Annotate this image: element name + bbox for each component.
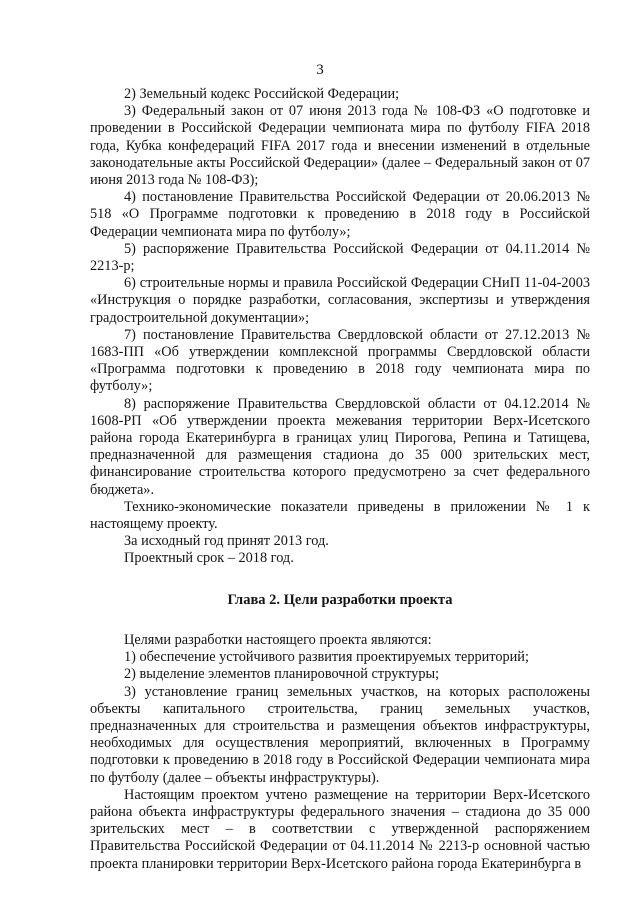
page-number: 3	[316, 62, 324, 78]
paragraph: 6) строительные нормы и правила Российской Федерации СНиП 11-04-2003 «Инструкция о порядке разработки, согласования, экспертизы и утверждения градостроительной документации»;	[90, 275, 590, 326]
paragraph: 3) установление границ земельных участков, на которых расположены объекты капитального строительства, границ земельных участков, предназначенных для строительства и размещения объектов инфраструктуры, необходимых для осуществления мероприятий, включенных в Программу подготовки к проведению в 2018 году в Российской Федерации чемпионата мира по футболу (далее – объекты инфраструктуры).	[90, 683, 590, 786]
chapter-title: Глава 2. Цели разработки проекта	[227, 591, 453, 608]
paragraph: 5) распоряжение Правительства Российской Федерации от 04.11.2014 № 2213-р;	[90, 240, 590, 275]
paragraph: 7) постановление Правительства Свердловской области от 27.12.2013 № 1683-ПП «Об утверждении комплексной программы Свердловской области «Программа подготовки к проведению в 2018 году чемпионата мира по футболу»;	[90, 326, 590, 395]
paragraph: 8) распоряжение Правительства Свердловской области от 04.12.2014 № 1608-РП «Об утверждении проекта межевания территории Верх-Исетского района города Екатеринбурга в границах улиц Пирогова, Репина и Татищева, предназначенной для размещения стадиона до 35 000 зрительских мест, финансирование строительства которого предусмотрено за счет федерального бюджета».	[90, 395, 590, 498]
paragraph: Настоящим проектом учтено размещение на территории Верх-Исетского района объекта инфраструктуры федерального значения – стадиона до 35 000 зрительских мест – в соответствии с утвержденной распоряжением Правительства Российской Федерации от 04.11.2014 № 2213-р основной частью проекта планировки территории Верх-Исетского района города Екатеринбурга в	[90, 786, 590, 872]
paragraph: Целями разработки настоящего проекта являются:	[124, 631, 432, 648]
paragraph: 2) выделение элементов планировочной структуры;	[124, 666, 440, 683]
document-body	[90, 86, 590, 873]
paragraph: Технико-экономические показатели приведены в приложении № 1 к настоящему проекту.	[90, 498, 590, 533]
paragraph: 2) Земельный кодекс Российской Федерации;	[124, 86, 400, 102]
paragraph: За исходный год принят 2013 год.	[124, 533, 329, 550]
paragraph: 1) обеспечение устойчивого развития проектируемых территорий;	[124, 649, 529, 666]
paragraph: 4) постановление Правительства Российской Федерации от 20.06.2013 № 518 «О Программе подготовки к проведению в 2018 году в Российской Федерации чемпионата мира по футболу»;	[90, 189, 590, 240]
paragraph: Проектный срок – 2018 год.	[124, 550, 294, 567]
paragraph: 3) Федеральный закон от 07 июня 2013 года № 108-ФЗ «О подготовке и проведении в Российской Федерации чемпионата мира по футболу FIFA 2018 года, Кубка конфедераций FIFA 2017 года и внесении изменений в отдельные законодательные акты Российской Федерации» (далее – Федеральный закон от 07 июня 2013 года № 108-ФЗ);	[90, 103, 590, 189]
